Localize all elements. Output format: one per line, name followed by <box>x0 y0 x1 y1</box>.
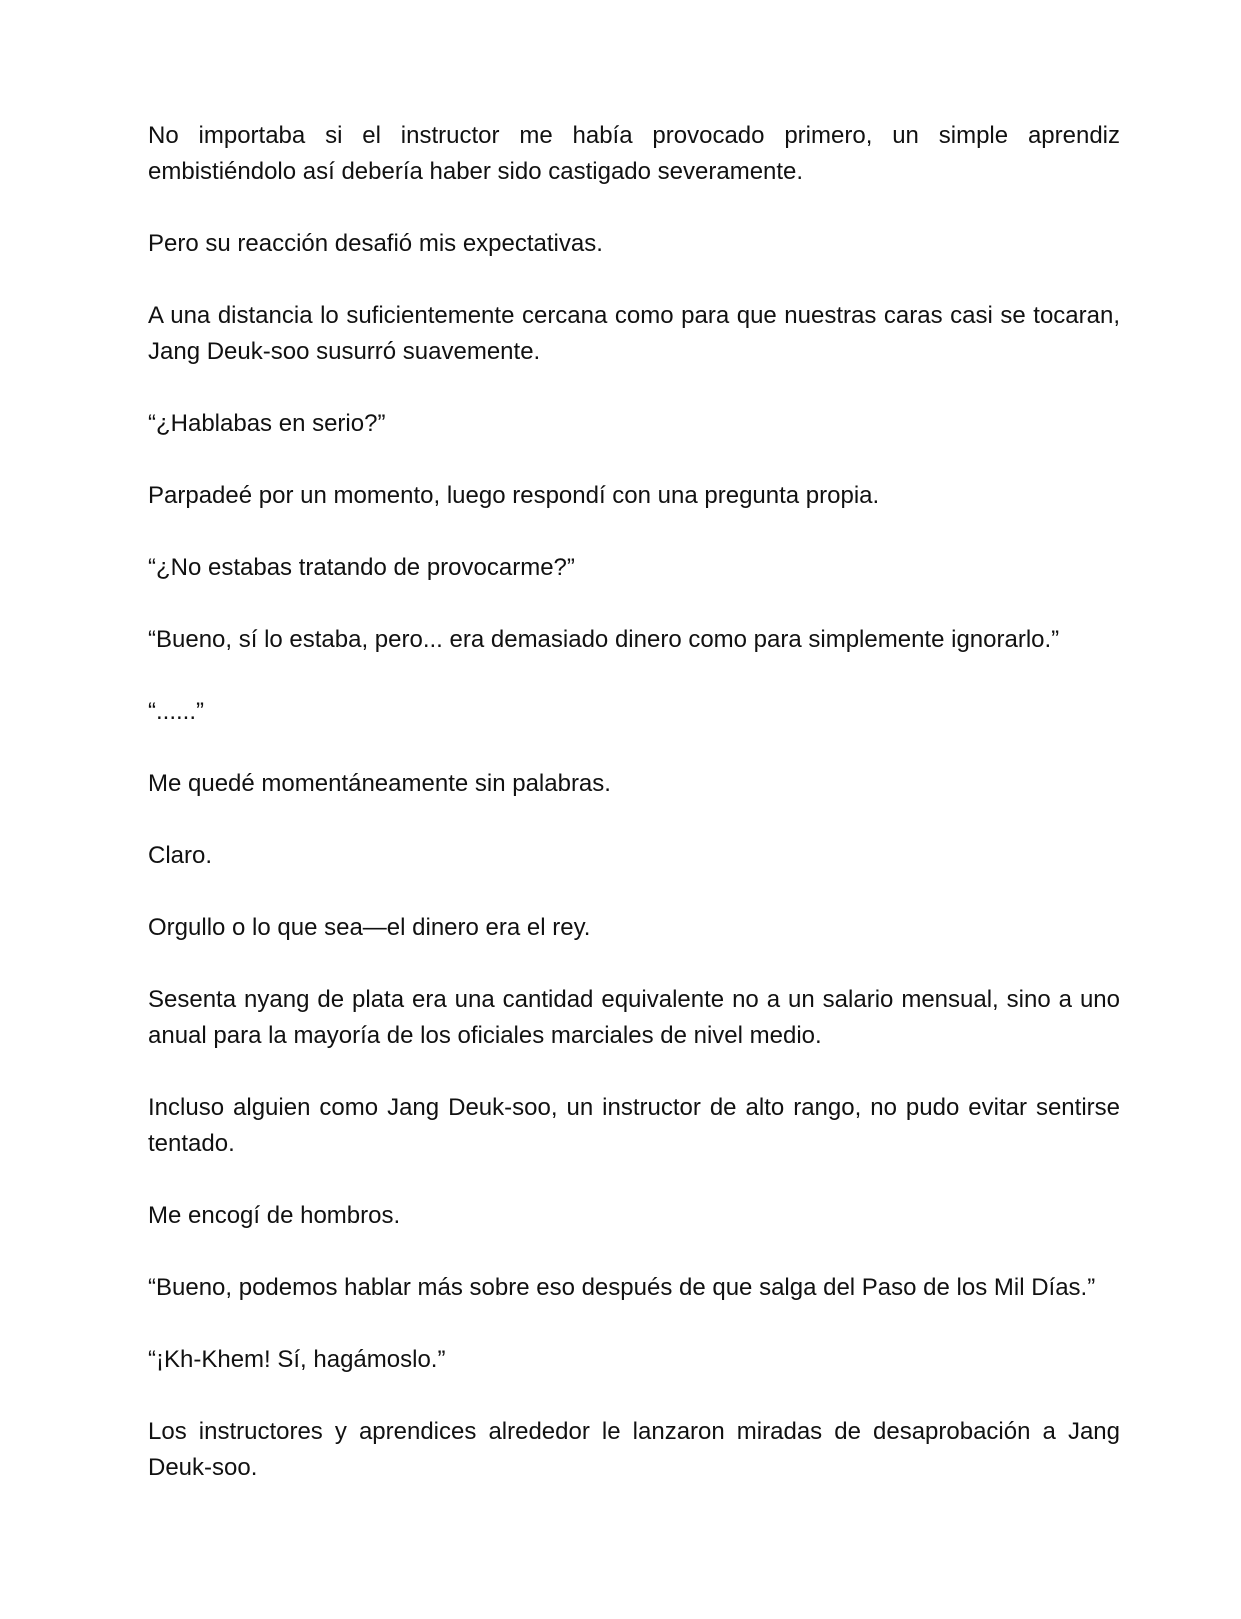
paragraph-8: “......” <box>148 698 204 725</box>
paragraph-14: Me encogí de hombros. <box>148 1202 401 1229</box>
paragraph-12: Sesenta nyang de plata era una cantidad equivalente no a un salario mensual, sino a uno anual para la mayoría de los oficiales marciales de nivel medio. <box>148 986 1120 1049</box>
paragraph-5: Parpadeé por un momento, luego respondí con una pregunta propia. <box>148 482 880 509</box>
paragraph-10: Claro. <box>148 842 213 869</box>
paragraph-15: “Bueno, podemos hablar más sobre eso después de que salga del Paso de los Mil Días.” <box>148 1274 1096 1301</box>
paragraph-2: Pero su reacción desafió mis expectativas. <box>148 230 603 257</box>
paragraph-4: “¿Hablabas en serio?” <box>148 410 386 437</box>
paragraph-11: Orgullo o lo que sea—el dinero era el rey. <box>148 914 591 941</box>
paragraph-17: Los instructores y aprendices alrededor le lanzaron miradas de desaprobación a Jang Deuk-soo. <box>148 1418 1120 1481</box>
paragraph-13: Incluso alguien como Jang Deuk-soo, un instructor de alto rango, no pudo evitar sentirse tentado. <box>148 1094 1120 1157</box>
text-column <box>148 118 1120 1522</box>
paragraph-9: Me quedé momentáneamente sin palabras. <box>148 770 611 797</box>
paragraph-6: “¿No estabas tratando de provocarme?” <box>148 554 575 581</box>
paragraph-1: No importaba si el instructor me había provocado primero, un simple aprendiz embistiéndolo así debería haber sido castigado severamente. <box>148 122 1120 185</box>
paragraph-7: “Bueno, sí lo estaba, pero... era demasiado dinero como para simplemente ignorarlo.” <box>148 626 1060 653</box>
paragraph-3: A una distancia lo suficientemente cercana como para que nuestras caras casi se tocaran, Jang Deuk-soo susurró suavemente. <box>148 302 1120 365</box>
paragraph-16: “¡Kh-Khem! Sí, hagámoslo.” <box>148 1346 446 1373</box>
